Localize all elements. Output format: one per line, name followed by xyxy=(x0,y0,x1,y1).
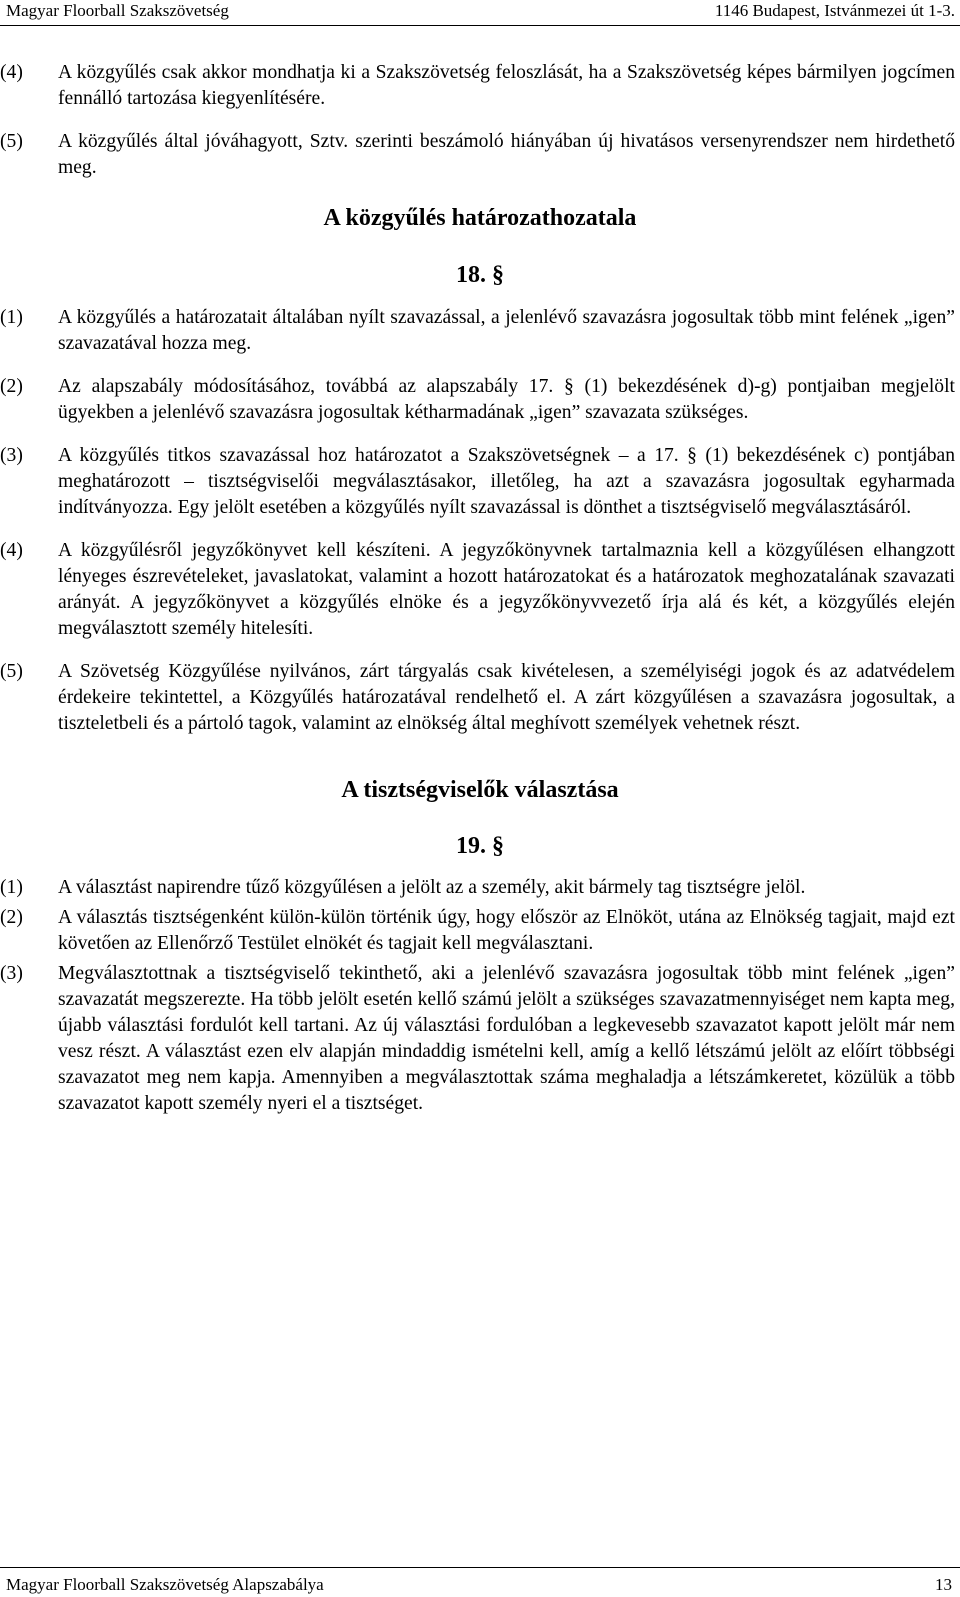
paragraph-17-5 xyxy=(0,129,960,181)
paragraph-18-1 xyxy=(0,305,960,357)
page-footer xyxy=(0,1566,960,1597)
paragraph-number: (1) xyxy=(0,877,23,898)
paragraph-text: A közgyűlésről jegyzőkönyvet kell készíteni. A jegyzőkönyvnek tartalmaznia kell a közgyűlésen elhangzott lényeges észrevételeket, javaslatokat, valamint a hozott határozatokat és a határozatok meghozatalának szavazati arányát. A jegyzőkönyvet a közgyűlés elnöke és a jegyzőkönyvvezető írja alá és két, a közgyűlés elején megválasztott személy hitelesíti. xyxy=(58,540,955,639)
paragraph-number: (4) xyxy=(0,62,23,83)
paragraph-19-1 xyxy=(0,875,960,901)
footer-rule xyxy=(0,1567,960,1568)
paragraph-text: A közgyűlés titkos szavazással hoz határozatot a Szakszövetségnek – a 17. § (1) bekezdésének c) pontjában meghatározott – tisztségviselői megválasztásakor, illetőleg, ha azt a szavazásra jogosultak egyharmada indítványozza. Egy jelölt esetében a közgyűlés nyílt szavazással is dönthet a tisztségviselő megválasztásáról. xyxy=(58,445,955,518)
paragraph-19-2 xyxy=(0,905,960,957)
page-header xyxy=(0,0,960,28)
paragraph-number: (5) xyxy=(0,131,23,152)
header-organization: Magyar Floorball Szakszövetség xyxy=(6,1,229,20)
paragraph-text: Az alapszabály módosításához, továbbá az alapszabály 17. § (1) bekezdésének d)-g) pontjaiban megjelölt ügyekben a jelenlévő szavazásra jogosultak kétharmadának „igen” szavazata szükséges. xyxy=(58,376,955,423)
paragraph-number: (2) xyxy=(0,376,23,397)
paragraph-18-4 xyxy=(0,538,960,642)
paragraph-number: (1) xyxy=(0,307,23,328)
section-18-heading: A közgyűlés határozathozatala xyxy=(323,205,637,231)
page-number: 13 xyxy=(935,1575,952,1594)
paragraph-number: (3) xyxy=(0,445,23,466)
document-body xyxy=(0,60,960,1121)
paragraph-18-2 xyxy=(0,374,960,426)
paragraph-17-4 xyxy=(0,60,960,112)
section-19-number: 19. § xyxy=(456,833,504,859)
paragraph-text: Megválasztottnak a tisztségviselő tekinthető, aki a jelenlévő szavazásra jogosultak több mint felének „igen” szavazatát megszerezte. Ha több jelölt esetén kellő számú jelölt a szükséges szavazatmennyiséget nem kapta meg, újabb választási fordulót kell tartani. Az új választási fordulóban a legkevesebb szavazatot kapott jelölt már nem vesz részt. A választást ezen elv alapján mindaddig ismételni kell, amíg a kellő létszámú jelölt az előírt többségi szavazatot meg nem kapja. Amennyiben a megválasztottak száma meghaladja a létszámkeretet, közülük a több szavazatot kapott személy nyeri el a tisztséget. xyxy=(58,963,955,1114)
paragraph-text: A közgyűlés által jóváhagyott, Sztv. szerinti beszámoló hiányában új hivatásos versenyrendszer nem hirdethető meg. xyxy=(58,131,955,178)
section-19-heading: A tisztségviselők választása xyxy=(341,777,619,803)
header-address: 1146 Budapest, Istvánmezei út 1-3. xyxy=(714,1,955,20)
paragraph-text: A közgyűlés csak akkor mondhatja ki a Szakszövetség feloszlását, ha a Szakszövetség képes bármilyen jogcímen fennálló tartozása kiegyenlítésére. xyxy=(58,62,955,109)
paragraph-number: (2) xyxy=(0,907,23,928)
paragraph-number: (5) xyxy=(0,661,23,682)
paragraph-text: A közgyűlés a határozatait általában nyílt szavazással, a jelenlévő szavazásra jogosultak több mint felének „igen” szavazatával hozza meg. xyxy=(58,307,955,354)
paragraph-18-3 xyxy=(0,443,960,521)
paragraph-text: A választást napirendre tűző közgyűlésen a jelölt az a személy, akit bármely tag tisztségre jelöl. xyxy=(58,877,806,898)
paragraph-number: (3) xyxy=(0,963,23,984)
paragraph-18-5 xyxy=(0,659,960,737)
paragraph-text: A választás tisztségenként külön-külön történik úgy, hogy először az Elnököt, utána az Elnökség tagjait, majd ezt követően az Ellenőrző Testület elnökét és tagjait kell megválasztani. xyxy=(58,907,955,954)
header-rule xyxy=(0,25,960,26)
paragraph-text: A Szövetség Közgyűlése nyilvános, zárt tárgyalás csak kivételesen, a személyiségi jogok és az adatvédelem érdekeire tekintettel, a Közgyűlés határozatával rendelhető el. A zárt közgyűlésen a szavazásra jogosultak, a tiszteletbeli és a pártoló tagok, valamint az elnökség által meghívott személyek vehetnek részt. xyxy=(58,661,955,734)
paragraph-number: (4) xyxy=(0,540,23,561)
section-18-number: 18. § xyxy=(456,262,504,288)
paragraph-19-3 xyxy=(0,961,960,1117)
footer-document-title: Magyar Floorball Szakszövetség Alapszabálya xyxy=(6,1575,324,1594)
